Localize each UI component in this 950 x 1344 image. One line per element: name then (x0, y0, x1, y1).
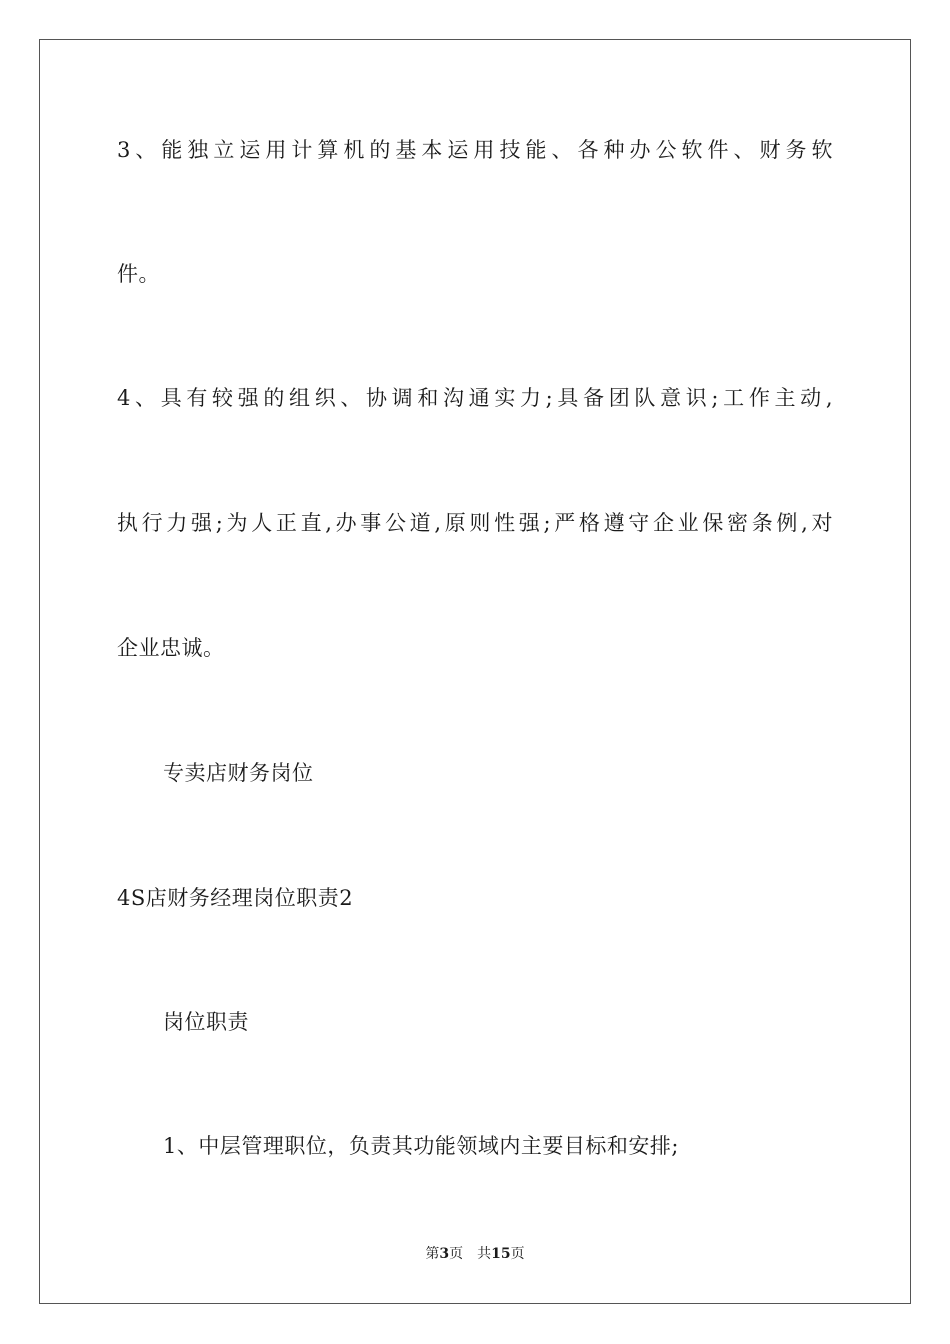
total-suffix: 页 (510, 1246, 525, 1262)
page-total: 15 (491, 1246, 511, 1262)
page-suffix: 页 (449, 1246, 464, 1262)
document-title: 4S店财务经理岗位职责2 (117, 886, 354, 910)
section-heading-duties: 岗位职责 (163, 1010, 249, 1034)
paragraph-item-4-line-1: 4、具有较强的组织、协调和沟通实力;具备团队意识;工作主动, (117, 386, 833, 410)
page-current: 3 (439, 1246, 450, 1262)
paragraph-duty-1: 1、中层管理职位，负责其功能领域内主要目标和安排; (163, 1134, 679, 1158)
section-heading-store-finance: 专卖店财务岗位 (163, 761, 314, 785)
paragraph-item-3-line-2: 件。 (117, 262, 160, 286)
page-border (39, 39, 911, 1304)
paragraph-item-4-line-3: 企业忠诚。 (117, 636, 225, 660)
page-prefix: 第 (425, 1246, 440, 1262)
paragraph-item-4-line-2: 执行力强;为人正直,办事公道,原则性强;严格遵守企业保密条例,对 (117, 511, 833, 535)
total-prefix: 共 (477, 1246, 492, 1262)
paragraph-item-3-line-1: 3、能独立运用计算机的基本运用技能、各种办公软件、财务软 (117, 138, 833, 162)
page-footer (0, 1244, 950, 1264)
